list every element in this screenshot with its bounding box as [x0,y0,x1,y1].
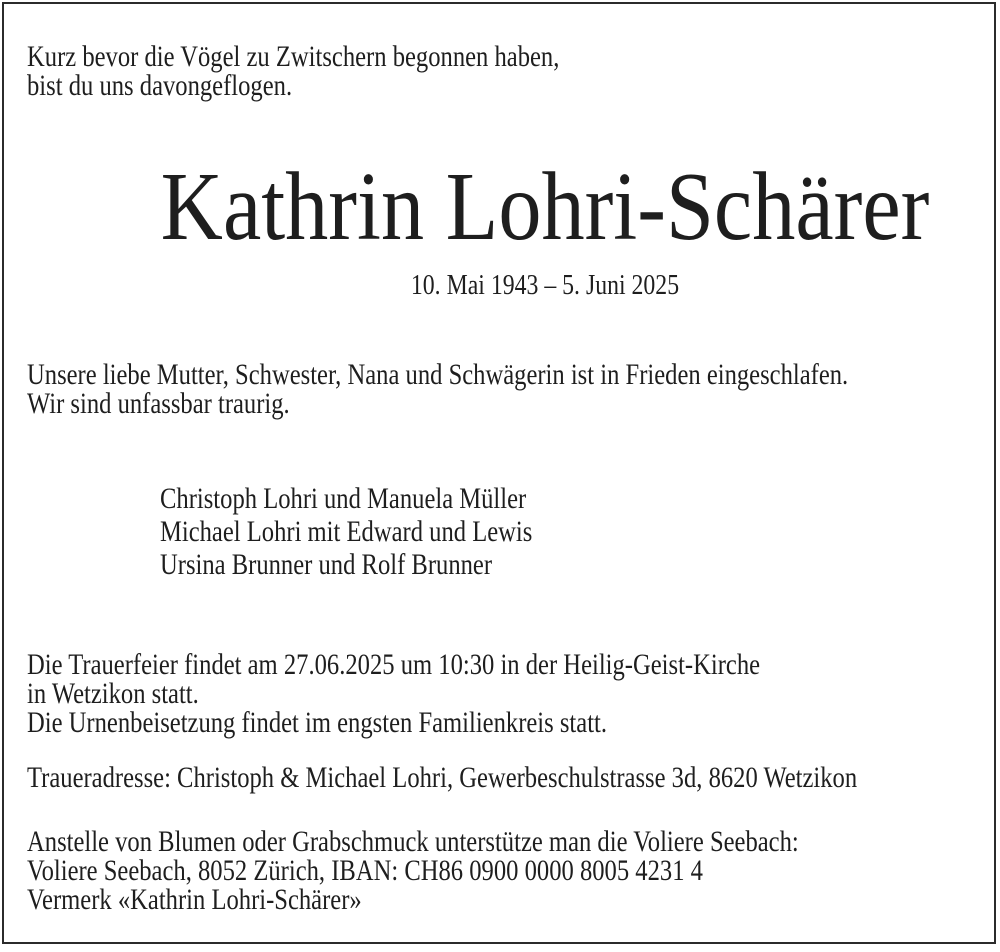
mourning-address [27,763,1000,792]
service-details [27,650,921,737]
announcement-line: Unsere liebe Mutter, Schwester, Nana und Schwägerin ist in Frieden eingeschlafen. [27,358,849,391]
donation-instructions [27,827,968,914]
family-member-line: Ursina Brunner und Rolf Brunner [160,548,493,581]
mourning-address-line: Traueradresse: Christoph & Michael Lohri, Gewerbeschulstrasse 3d, 8620 Wetzikon [27,761,858,794]
deceased-name-block [90,153,1000,261]
family-member-line: Christoph Lohri und Manuela Müller [160,482,527,515]
service-details-line: in Wetzikon statt. [27,677,199,710]
opening-verse [27,42,676,100]
opening-verse-line: Kurz bevor die Vögel zu Zwitschern begonnen haben, [27,40,560,73]
announcement-line: Wir sind unfassbar traurig. [27,387,290,420]
donation-line: Anstelle von Blumen oder Grabschmuck unterstütze man die Voliere Seebach: [27,825,799,858]
deceased-name: Kathrin Lohri-Schärer [160,153,930,261]
life-dates: 10. Mai 1943 – 5. Juni 2025 [410,269,680,301]
opening-verse-line: bist du uns davongeflogen. [27,69,293,102]
service-details-line: Die Urnenbeisetzung findet im engsten Familienkreis statt. [27,706,608,739]
service-details-line: Die Trauerfeier findet am 27.06.2025 um 10:30 in der Heilig-Geist-Kirche [27,648,761,681]
announcement-paragraph [27,360,1000,418]
family-member-line: Michael Lohri mit Edward und Lewis [160,515,533,548]
donation-line: Voliere Seebach, 8052 Zürich, IBAN: CH86 0900 0000 8005 4231 4 [27,854,703,887]
notice-border-frame [2,2,996,944]
family-members-list [160,482,614,581]
life-dates-block [90,271,1000,300]
donation-line: Vermerk «Kathrin Lohri-Schärer» [27,883,362,916]
